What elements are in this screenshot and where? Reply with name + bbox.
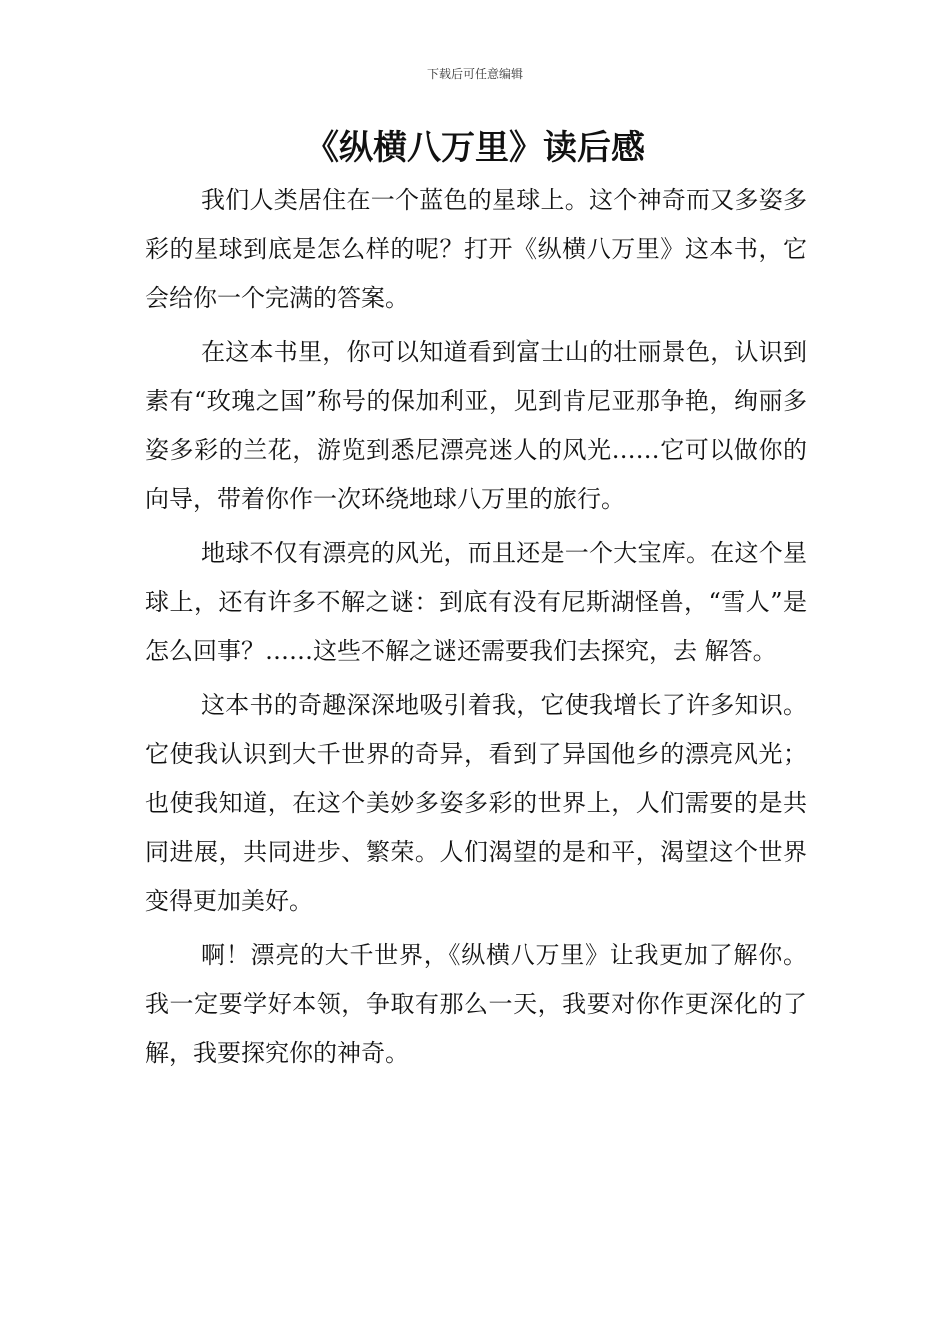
paragraph-1: 我们人类居住在一个蓝色的星球上。这个神奇而又多姿多彩的星球到底是怎么样的呢？打开《纵横八万里》这本书，它会给你一个完满的答案。	[145, 186, 807, 312]
paragraph-5: 啊！漂亮的大千世界，《纵横八万里》让我更加了解你。我一定要学好本领，争取有那么一天，我要对你作更深化的了解，我要探究你的神奇。	[145, 941, 807, 1067]
header-note: 下载后可任意编辑	[426, 67, 523, 81]
paragraph-2: 在这本书里，你可以知道看到富士山的壮丽景色，认识到素有“玫瑰之国”称号的保加利亚，见到肯尼亚那争艳，绚丽多姿多彩的兰花，游览到悉尼漂亮迷人的风光……它可以做你的向导，带着你作一次环绕地球八万里的旅行。	[145, 338, 807, 513]
paragraph-4: 这本书的奇趣深深地吸引着我，它使我增长了许多知识。它使我认识到大千世界的奇异，看到了异国他乡的漂亮风光；也使我知道，在这个美妙多姿多彩的世界上，人们需要的是共同进展，共同进步、繁荣。人们渴望的是和平，渴望这个世界变得更加美好。	[145, 691, 807, 915]
document-title: 《纵横八万里》读后感	[305, 128, 645, 168]
document-body	[145, 176, 807, 1083]
paragraph-3: 地球不仅有漂亮的风光，而且还是一个大宝库。在这个星球上，还有许多不解之谜：到底有没有尼斯湖怪兽，“雪人”是怎么回事？……这些不解之谜还需要我们去探究，去 解答。	[145, 539, 807, 665]
